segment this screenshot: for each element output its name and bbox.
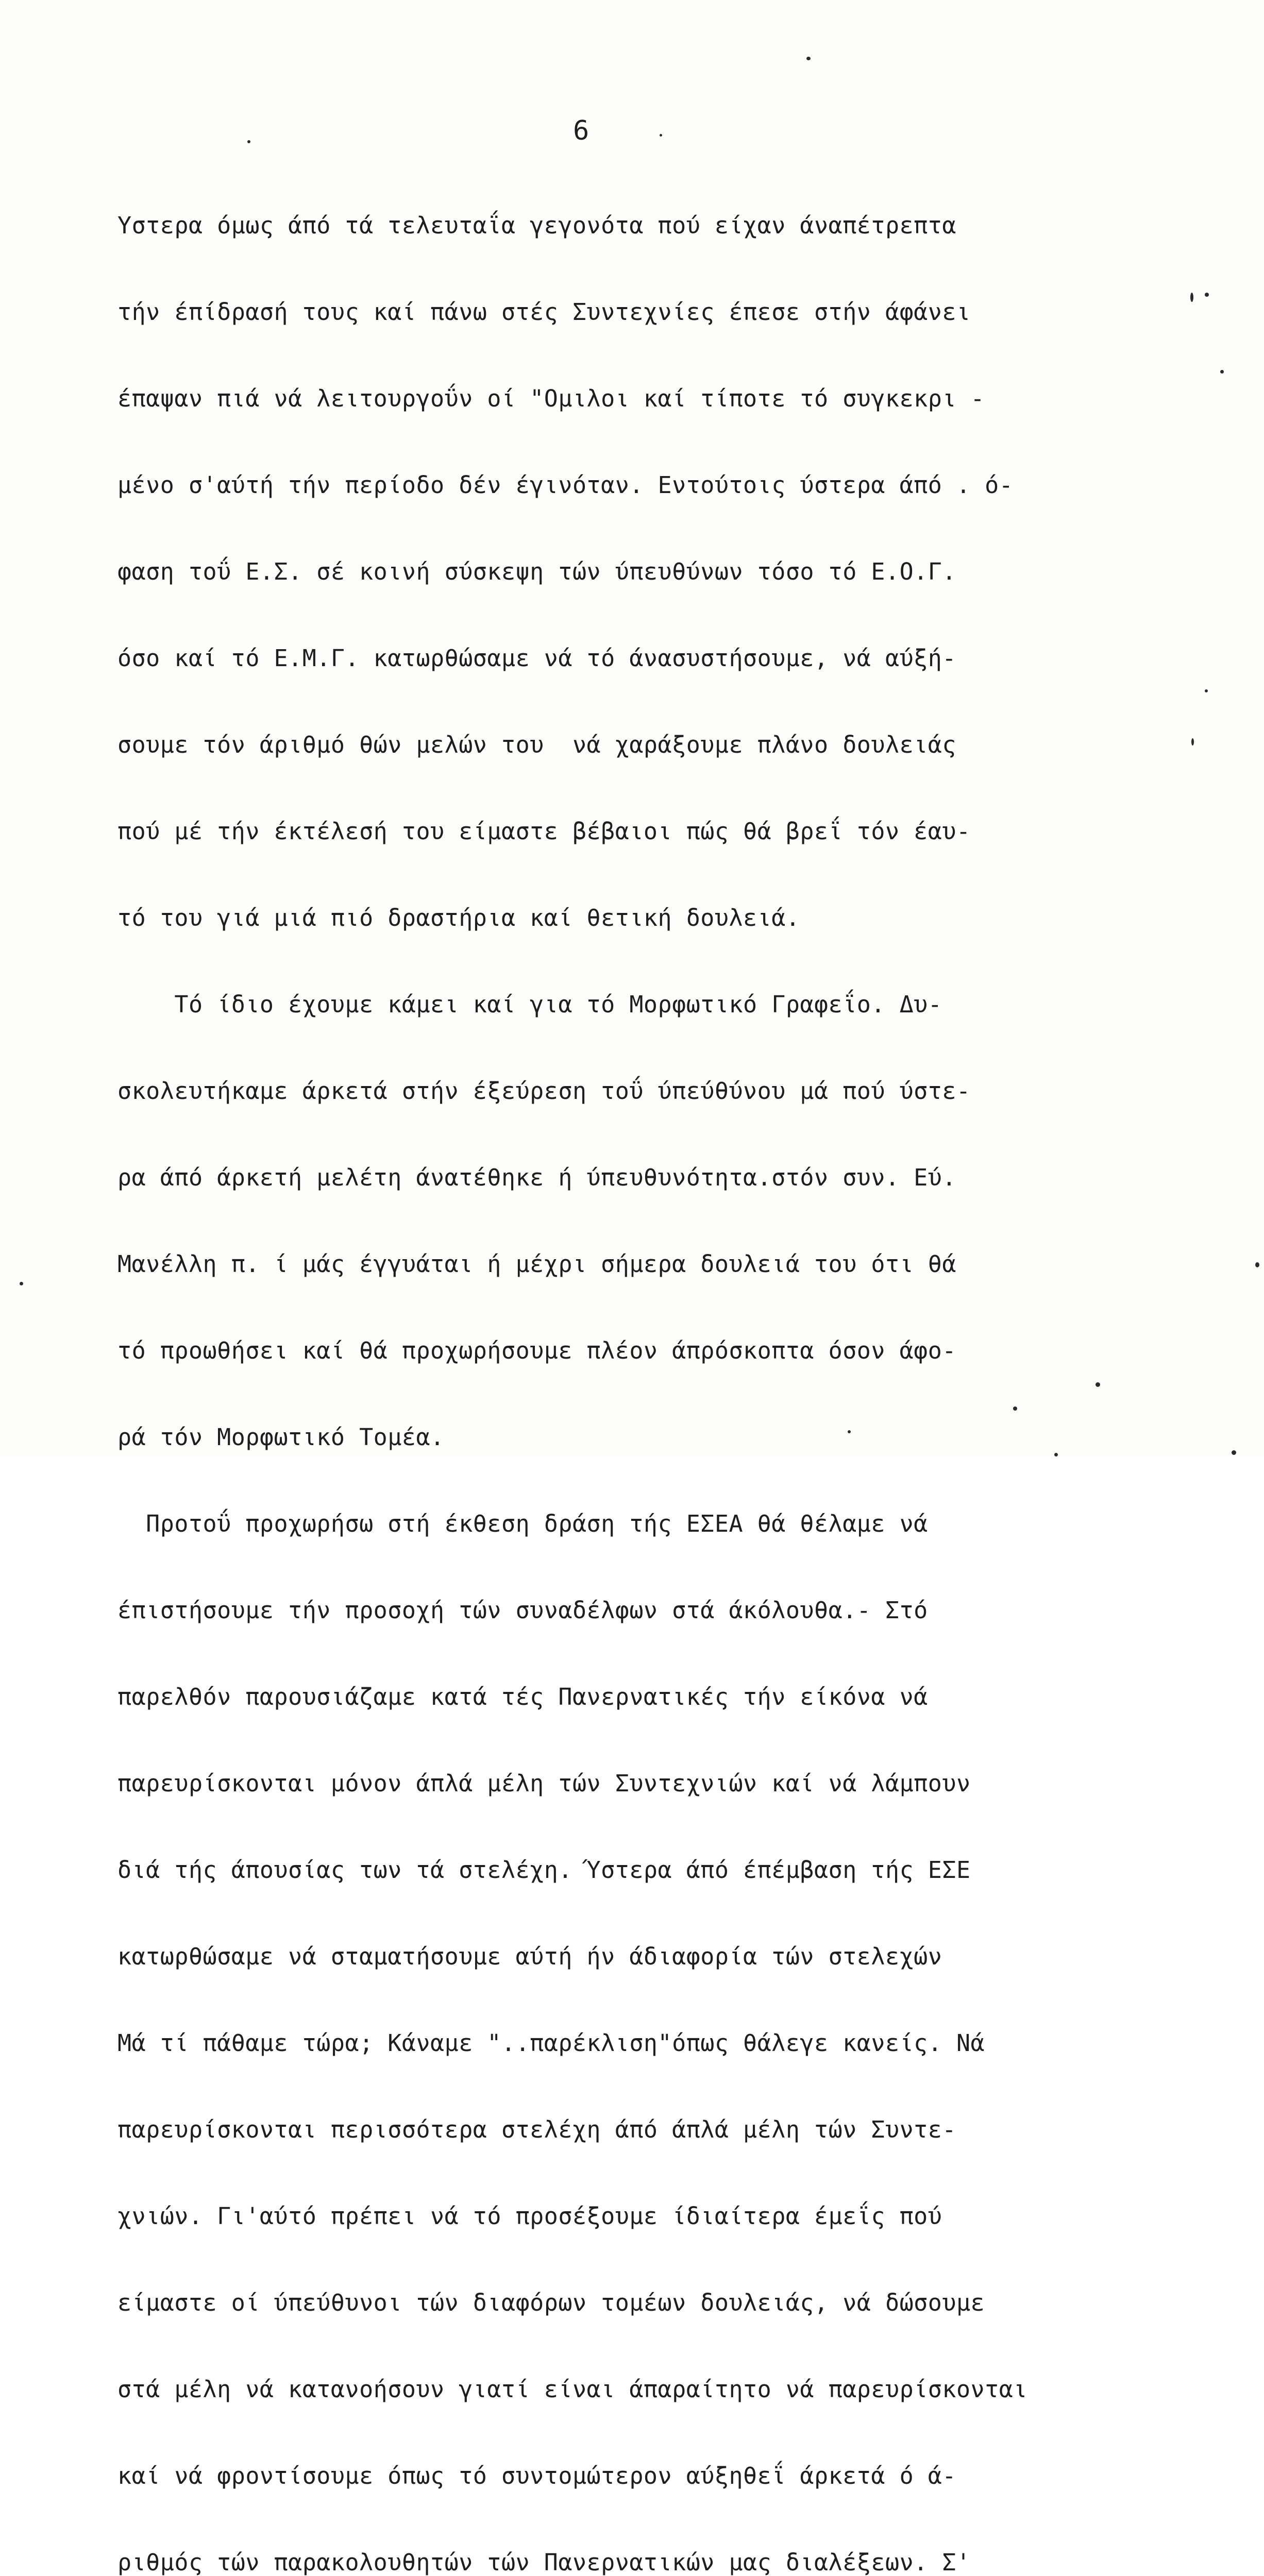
- text-line: φαση τοΰ Ε.Σ. σέ κοινή σύσκεψη τών ύπευθύνων τόσο τό Ε.Ο.Γ.: [117, 558, 956, 585]
- text-line: Υστερα όμως άπό τά τελευταΐα γεγονότα πού είχαν άναπέτρεπτα: [117, 212, 956, 239]
- scan-speck: [1191, 738, 1194, 745]
- scan-speck: [247, 140, 250, 143]
- text-line: παρευρίσκονται μόνον άπλά μέλη τών Συντεχνιών καί νά λάμπουν: [117, 1770, 971, 1797]
- text-line: ριθμός τών παρακολουθητών τών Πανερνατικών μας διαλέξεων. Σ': [117, 2549, 971, 2576]
- text-line: καί νά φροντίσουμε όπως τό συντομώτερον αύξηθεΐ άρκετά ό ά-: [117, 2462, 956, 2489]
- text-line: παρευρίσκονται περισσότερα στελέχη άπό άπλά μέλη τών Συντε-: [117, 2116, 956, 2143]
- scan-speck: [1054, 1453, 1058, 1456]
- text-line: Προτοΰ προχωρήσω στή έκθεση δράση τής ΕΣΕΑ θά θέλαμε νά: [117, 1510, 928, 1537]
- text-line: στά μέλη νά κατανοήσουν γιατί είναι άπαραίτητο νά παρευρίσκονται: [117, 2376, 1027, 2403]
- text-line: Μά τί πάθαμε τώρα; Κάναμε "..παρέκλιση"όπως θάλεγε κανείς. Νά: [117, 2029, 985, 2057]
- text-line: τήν έπίδρασή τους καί πάνω στές Συντεχνίες έπεσε στήν άφάνει: [117, 298, 971, 326]
- text-line: όσο καί τό Ε.Μ.Γ. κατωρθώσαμε νά τό άνασυστήσουμε, νά αύξή-: [117, 645, 956, 672]
- scan-speck: [1013, 1406, 1017, 1411]
- text-line: μένο σ'αύτή τήν περίοδο δέν έγινόταν. Εντούτοις ύστερα άπό . ό-: [117, 471, 1014, 499]
- scan-speck: [660, 134, 662, 137]
- scan-speck: [1232, 1450, 1236, 1455]
- text-line: τό προωθήσει καί θά προχωρήσουμε πλέον άπρόσκοπτα όσον άφο-: [117, 1337, 956, 1364]
- text-line: Τό ίδιο έχουμε κάμει καί για τό Μορφωτικό Γραφεΐο. Δυ-: [117, 991, 942, 1018]
- text-line: σουμε τόν άριθμό θών μελών του νά χαράξουμε πλάνο δουλειάς: [117, 731, 956, 758]
- text-line: είμαστε οί ύπεύθυνοι τών διαφόρων τομέων δουλειάς, νά δώσουμε: [117, 2289, 985, 2316]
- text-line: έπιστήσουμε τήν προσοχή τών συναδέλφων στά άκόλουθα.- Στό: [117, 1597, 928, 1624]
- scan-speck: [1096, 1382, 1100, 1387]
- text-line: κατωρθώσαμε νά σταματήσουμε αύτή ήν άδιαφορία τών στελεχών: [117, 1943, 942, 1970]
- scan-speck: [1220, 370, 1224, 374]
- scan-speck: [1190, 293, 1193, 302]
- text-line: Μανέλλη π. ί μάς έγγυάται ή μέχρι σήμερα δουλειά του ότι θά: [117, 1250, 956, 1278]
- scan-speck: [848, 1430, 851, 1433]
- text-line: πού μέ τήν έκτέλεσή του είμαστε βέβαιοι πώς θά βρεΐ τόν έαυ-: [117, 818, 971, 845]
- page-number: 6: [573, 115, 589, 146]
- text-line: ρα άπό άρκετή μελέτη άνατέθηκε ή ύπευθυνότητα.στόν συν. Εύ.: [117, 1164, 956, 1191]
- scan-speck: [1205, 689, 1208, 692]
- text-line: παρελθόν παρουσιάζαμε κατά τές Πανερνατικές τήν είκόνα νά: [117, 1683, 928, 1710]
- text-line: τό του γιά μιά πιό δραστήρια καί θετική δουλειά.: [117, 904, 800, 931]
- text-line: σκολευτήκαμε άρκετά στήν έξεύρεση τοΰ ύπεύθύνου μά πού ύστε-: [117, 1077, 971, 1105]
- text-line: διά τής άπουσίας των τά στελέχη. Ύστερα άπό έπέμβαση τής ΕΣΕ: [117, 1856, 971, 1884]
- text-line: ρά τόν Μορφωτικό Τομέα.: [117, 1423, 445, 1451]
- scan-speck: [806, 57, 811, 60]
- text-line: έπαψαν πιά νά λειτουργοΰν οί "Ομιλοι καί τίποτε τό συγκεκρι -: [117, 385, 985, 412]
- scan-speck: [1255, 1262, 1259, 1267]
- scan-speck: [1205, 293, 1209, 297]
- body-text: [117, 154, 1148, 2576]
- text-line: χνιών. Γι'αύτό πρέπει νά τό προσέξουμε ίδιαίτερα έμεΐς πού: [117, 2202, 942, 2230]
- scan-speck: [20, 1282, 23, 1285]
